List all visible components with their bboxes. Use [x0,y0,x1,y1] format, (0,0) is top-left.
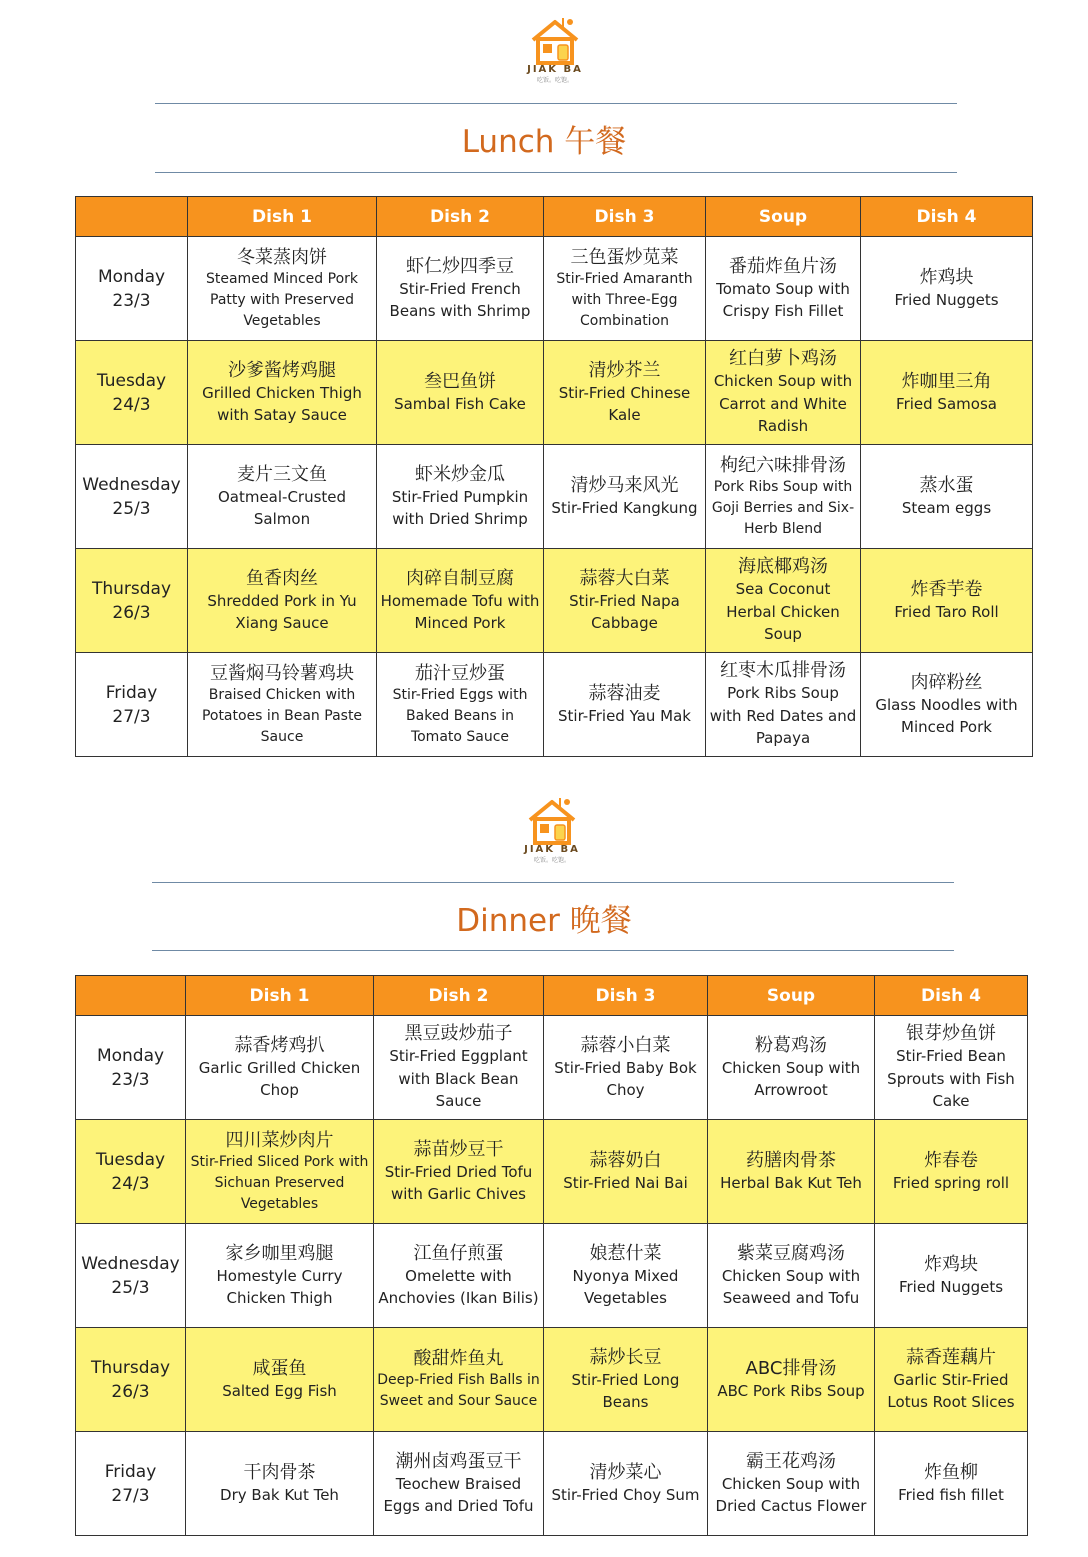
dish-name-chinese: 沙爹酱烤鸡腿 [228,359,336,381]
day-cell [76,341,188,445]
dish-name-english: Tomato Soup with Crispy Fish Fillet [716,279,850,320]
dish-name-english: Stir-Fried Long Beans [571,1370,680,1411]
header-dish-4: Dish 4 [875,976,1028,1016]
dish-name-english: Stir-Fried Baby Bok Choy [554,1058,697,1099]
dish-name-chinese: 粉葛鸡汤 [755,1034,827,1056]
dish-name-english: Sea Coconut Herbal Chicken Soup [726,580,840,644]
dish-name-english: Chicken Soup with Dried Cactus Flower [715,1474,867,1515]
dish-name-english: Pork Ribs Soup with Red Dates and Papaya [709,684,857,748]
dish-name-english: Garlic Grilled Chicken Chop [198,1058,361,1099]
header-dish-2: Dish 2 [374,976,544,1016]
dish-3-cell [544,653,706,757]
dish-4-cell [861,653,1033,757]
dish-name-chinese: 冬菜蒸肉饼 [237,246,327,268]
dish-name-english: Homestyle Curry Chicken Thigh [216,1266,343,1307]
dish-3-cell [544,1120,708,1224]
header-day [76,197,188,237]
dish-name-english: Chicken Soup with Carrot and White Radish [713,372,853,436]
dish-name-english: Fried Taro Roll [894,602,999,621]
dish-name-english: Omelette with Anchovies (Ikan Bilis) [378,1266,539,1307]
dish-name-chinese: 黑豆豉炒茄子 [404,1023,513,1045]
header-soup: Soup [706,197,861,237]
soup-cell [706,445,861,549]
dish-4-cell [875,1224,1028,1328]
dish-3-cell [544,1224,708,1328]
day-cell [76,653,188,757]
dish-3-cell [544,1016,708,1120]
day-date: 25/3 [112,498,151,519]
dish-name-english: Shredded Pork in Yu Xiang Sauce [207,591,357,632]
header-row [76,197,1033,237]
dish-name-english: Fried Nuggets [898,1277,1004,1296]
dish-name-english: Stir-Fried Yau Mak [558,706,691,725]
dish-name-chinese: 红白萝卜鸡汤 [729,348,837,370]
dish-2-cell [377,549,544,653]
dish-name-english: Garlic Stir-Fried Lotus Root Slices [887,1370,1015,1411]
dish-4-cell [861,445,1033,549]
dish-name-chinese: 紫菜豆腐鸡汤 [737,1242,845,1264]
dish-name-english: Stir-Fried Sliced Pork with Sichuan Preserved Vegetables [190,1153,369,1212]
dish-name-english: Stir-Fried Eggplant with Black Bean Sauce [389,1047,528,1111]
dish-name-chinese: 肉碎自制豆腐 [406,567,514,589]
dish-2-cell [377,237,544,341]
dish-4-cell [875,1120,1028,1224]
day-cell [76,1432,186,1536]
dish-name-chinese: 银芽炒鱼饼 [906,1023,996,1045]
dish-name-chinese: 蒜香莲藕片 [906,1346,996,1368]
dish-name-chinese: 番茄炸鱼片汤 [729,255,837,277]
dish-name-english: Stir-Fried Pumpkin with Dried Shrimp [391,487,529,528]
soup-cell [706,341,861,445]
dish-1-cell [188,445,377,549]
dish-3-cell [544,445,706,549]
dish-name-chinese: 炸香芋卷 [910,578,983,600]
dish-4-cell [861,341,1033,445]
dish-name-chinese: 麦片三文鱼 [237,463,327,485]
soup-cell [706,549,861,653]
header-soup: Soup [708,976,875,1016]
day-name: Friday [104,1461,157,1482]
day-name: Tuesday [95,1149,166,1170]
dinner-title-rule-bottom [152,950,954,951]
table-row [76,341,1033,445]
dish-name-english: Herbal Bak Kut Teh [720,1173,862,1192]
dish-1-cell [186,1328,374,1432]
table-row [76,549,1033,653]
dish-name-chinese: 四川菜炒肉片 [225,1129,334,1151]
dish-name-english: Teochew Braised Eggs and Dried Tofu [383,1474,534,1515]
dish-name-chinese: 蒜蓉大白菜 [579,567,670,589]
day-date: 26/3 [111,1381,150,1402]
dish-name-chinese: 炸鱼柳 [924,1461,978,1483]
dish-name-english: Sambal Fish Cake [394,394,526,413]
day-date: 24/3 [111,1173,150,1194]
dinner-menu-table [75,975,1028,1536]
day-cell [76,1016,186,1120]
day-cell [76,1328,186,1432]
dish-2-cell [377,341,544,445]
dish-name-chinese: 蒜蓉奶白 [589,1149,662,1171]
brand-name: JIAK BA [524,844,580,855]
day-date: 24/3 [112,394,151,415]
soup-cell [708,1328,875,1432]
dish-name-chinese: 鱼香肉丝 [246,567,318,589]
dish-name-chinese: 娘惹什菜 [589,1242,662,1264]
dish-1-cell [188,237,377,341]
dish-name-english: Glass Noodles with Minced Pork [875,695,1018,736]
dish-4-cell [875,1016,1028,1120]
dish-name-english: Steam eggs [901,498,992,517]
dish-name-chinese: 药膳肉骨茶 [746,1149,836,1171]
soup-cell [708,1224,875,1328]
dish-1-cell [186,1432,374,1536]
dish-3-cell [544,237,706,341]
dish-4-cell [861,549,1033,653]
soup-cell [708,1432,875,1536]
table-row [76,1328,1028,1432]
header-dish-2: Dish 2 [377,197,544,237]
table-row [76,445,1033,549]
day-name: Friday [105,682,158,703]
dish-name-chinese: 蒸水蛋 [919,474,974,496]
dinner-title-rule-top [152,882,954,883]
dish-3-cell [544,1328,708,1432]
dish-name-chinese: 咸蛋鱼 [252,1357,307,1379]
lunch-title-rule-top [155,103,957,104]
header-dish-1: Dish 1 [188,197,377,237]
dish-name-english: Stir-Fried Choy Sum [551,1485,700,1504]
lunch-title-rule-bottom [155,172,957,173]
dish-4-cell [875,1432,1028,1536]
day-cell [76,237,188,341]
dish-name-english: Stir-Fried Amaranth with Three-Egg Combination [556,270,693,329]
dish-name-chinese: 酸甜炸鱼丸 [413,1348,504,1369]
table-row [76,237,1033,341]
table-row [76,1432,1028,1536]
dish-name-chinese: 肉碎粉丝 [910,671,983,693]
dish-name-english: Braised Chicken with Potatoes in Bean Paste Sauce [201,686,363,745]
dish-name-chinese: 江鱼仔煎蛋 [413,1242,504,1264]
dish-name-chinese: 茄汁豆炒蛋 [415,662,505,684]
header-dish-1: Dish 1 [186,976,374,1016]
header-day [76,976,186,1016]
soup-cell [706,237,861,341]
dish-1-cell [188,549,377,653]
dish-2-cell [374,1016,544,1120]
dish-name-chinese: ABC排骨汤 [745,1357,837,1379]
dish-name-chinese: 炸咖里三角 [901,370,992,392]
day-date: 23/3 [111,1069,150,1090]
dish-name-chinese: 清炒芥兰 [588,359,661,381]
dish-2-cell [377,653,544,757]
dish-name-english: Pork Ribs Soup with Goji Berries and Six-Herb Blend [711,478,855,537]
dish-name-english: Chicken Soup with Arrowroot [721,1058,861,1099]
dish-3-cell [544,341,706,445]
dish-name-english: Stir-Fried Eggs with Baked Beans in Tomato Sauce [392,686,528,745]
dish-name-chinese: 家乡咖里鸡腿 [225,1242,334,1264]
lunch-title: Lunch 午餐 [461,124,627,160]
dish-1-cell [186,1224,374,1328]
dish-name-english: Grilled Chicken Thigh with Satay Sauce [202,383,362,424]
dish-name-chinese: 炸鸡块 [924,1253,978,1275]
day-date: 25/3 [111,1277,150,1298]
dish-4-cell [875,1328,1028,1432]
dish-name-chinese: 蒜炒长豆 [589,1346,662,1368]
dish-1-cell [188,653,377,757]
table-row [76,1016,1028,1120]
dinner-title: Dinner 晚餐 [456,903,632,939]
day-date: 27/3 [112,706,151,727]
day-name: Monday [97,266,166,287]
dish-1-cell [186,1016,374,1120]
dish-name-chinese: 清炒马来风光 [570,474,679,496]
day-name: Monday [96,1045,165,1066]
dish-4-cell [861,237,1033,341]
day-cell [76,1224,186,1328]
table-row [76,1224,1028,1328]
dish-name-chinese: 虾仁炒四季豆 [406,255,514,277]
day-date: 27/3 [111,1485,150,1506]
dish-name-chinese: 潮州卤鸡蛋豆干 [395,1450,522,1472]
dish-2-cell [374,1120,544,1224]
dish-name-chinese: 蒜蓉油麦 [588,682,661,704]
dish-name-chinese: 蒜苗炒豆干 [413,1138,504,1160]
dish-name-english: Stir-Fried Napa Cabbage [569,591,680,632]
dish-2-cell [374,1328,544,1432]
dish-name-chinese: 三色蛋炒苋菜 [570,246,679,268]
brand-tagline: 吃饭。吃饱。 [536,77,573,84]
house-icon [525,14,585,66]
day-name: Wednesday [82,474,181,495]
brand-name: JIAK BA [527,64,583,75]
dish-name-chinese: 红枣木瓜排骨汤 [720,660,846,682]
dish-name-english: Fried Samosa [896,394,997,413]
dish-name-english: Homemade Tofu with Minced Pork [380,591,540,632]
dish-name-english: Oatmeal-Crusted Salmon [217,487,347,528]
day-date: 26/3 [112,602,151,623]
dish-name-english: Stir-Fried Dried Tofu with Garlic Chives [384,1162,533,1203]
table-row [76,653,1033,757]
day-name: Thursday [91,578,172,599]
dish-name-english: Stir-Fried Kangkung [551,498,698,517]
dish-name-chinese: 炸春卷 [924,1149,978,1171]
header-row [76,976,1028,1016]
house-icon [522,794,582,846]
dish-name-english: Steamed Minced Pork Patty with Preserved Vegetables [205,270,359,329]
day-cell [76,1120,186,1224]
day-name: Tuesday [96,370,167,391]
dish-name-chinese: 霸王花鸡汤 [746,1450,836,1472]
dish-name-english: Stir-Fried Nai Bai [563,1173,688,1192]
dish-3-cell [544,1432,708,1536]
dish-name-english: Dry Bak Kut Teh [220,1485,339,1504]
day-date: 23/3 [112,290,151,311]
soup-cell [708,1016,875,1120]
dish-3-cell [544,549,706,653]
dish-2-cell [377,445,544,549]
day-cell [76,445,188,549]
jiak-ba-logo [515,14,595,94]
dish-name-english: Salted Egg Fish [222,1381,337,1400]
day-name: Wednesday [81,1253,180,1274]
dish-name-chinese: 蒜蓉小白菜 [580,1034,671,1056]
soup-cell [706,653,861,757]
dish-name-chinese: 炸鸡块 [919,266,974,288]
dish-name-english: Nyonya Mixed Vegetables [572,1266,679,1307]
day-name: Thursday [90,1357,171,1378]
dish-name-chinese: 蒜香烤鸡扒 [234,1034,325,1056]
dish-name-chinese: 干肉骨茶 [243,1461,316,1483]
dish-name-english: Deep-Fried Fish Balls in Sweet and Sour Sauce [377,1372,540,1409]
table-row [76,1120,1028,1224]
dish-2-cell [374,1432,544,1536]
dish-name-english: Stir-Fried French Beans with Shrimp [389,279,531,320]
header-dish-3: Dish 3 [544,197,706,237]
dish-1-cell [186,1120,374,1224]
dish-name-chinese: 叁巴鱼饼 [424,370,496,392]
brand-tagline: 吃饭。吃饱。 [533,857,570,864]
jiak-ba-logo [512,794,592,874]
dish-1-cell [188,341,377,445]
header-dish-3: Dish 3 [544,976,708,1016]
dish-name-english: Stir-Fried Chinese Kale [558,383,691,424]
header-dish-4: Dish 4 [861,197,1033,237]
lunch-menu-table [75,196,1033,757]
dish-name-chinese: 豆酱焖马铃薯鸡块 [210,662,354,684]
dish-2-cell [374,1224,544,1328]
dish-name-english: Fried fish fillet [898,1485,1004,1504]
dish-name-english: ABC Pork Ribs Soup [717,1381,865,1400]
day-cell [76,549,188,653]
dish-name-chinese: 枸纪六味排骨汤 [720,454,846,476]
dish-name-english: Fried spring roll [892,1173,1010,1192]
soup-cell [708,1120,875,1224]
dish-name-chinese: 虾米炒金瓜 [415,463,505,485]
dish-name-english: Chicken Soup with Seaweed and Tofu [721,1266,861,1307]
dish-name-chinese: 海底椰鸡汤 [738,556,828,578]
dish-name-english: Stir-Fried Bean Sprouts with Fish Cake [887,1047,1015,1111]
dish-name-chinese: 清炒菜心 [589,1461,662,1483]
dish-name-english: Fried Nuggets [894,290,999,309]
